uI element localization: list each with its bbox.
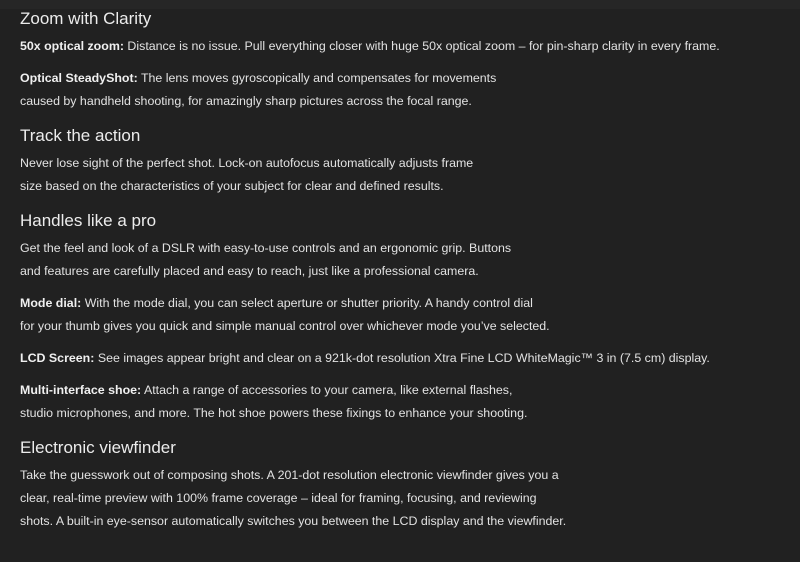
section-heading-viewfinder: Electronic viewfinder xyxy=(20,438,176,457)
paragraph-autofocus xyxy=(20,152,790,198)
paragraph-line: studio microphones, and more. The hot shoe powers these fixings to enhance your shooting. xyxy=(20,406,528,420)
feature-label: Mode dial: xyxy=(20,296,82,310)
paragraph-line: size based on the characteristics of your subject for clear and defined results. xyxy=(20,179,444,193)
section-heading-track: Track the action xyxy=(20,126,141,145)
paragraph-line: for your thumb gives you quick and simple manual control over whichever mode you’ve selected. xyxy=(20,319,550,333)
feature-label: Multi-interface shoe: xyxy=(20,383,142,397)
paragraph-line: clear, real-time preview with 100% frame coverage – ideal for framing, focusing, and reviewing xyxy=(20,491,537,505)
paragraph-dslr-feel xyxy=(20,237,790,283)
feature-label: LCD Screen: xyxy=(20,351,95,365)
paragraph-viewfinder xyxy=(20,464,790,533)
paragraph-mode-dial xyxy=(20,292,790,338)
feature-label: 50x optical zoom: xyxy=(20,39,124,53)
description-content xyxy=(20,8,790,533)
paragraph-line: With the mode dial, you can select aperture or shutter priority. A handy control dial xyxy=(84,296,533,310)
paragraph-line: caused by handheld shooting, for amazingly sharp pictures across the focal range. xyxy=(20,94,472,108)
paragraph-line: Get the feel and look of a DSLR with easy-to-use controls and an ergonomic grip. Buttons xyxy=(20,241,512,255)
paragraph-steadyshot xyxy=(20,67,790,113)
feature-label: Optical SteadyShot: xyxy=(20,71,138,85)
paragraph-multi-interface-shoe xyxy=(20,379,790,425)
paragraph-line: shots. A built-in eye-sensor automatically switches you between the LCD display and the viewfinder. xyxy=(20,514,567,528)
paragraph-optical-zoom xyxy=(20,35,790,58)
paragraph-line: Never lose sight of the perfect shot. Lock-on autofocus automatically adjusts frame xyxy=(20,156,474,170)
paragraph-line: Take the guesswork out of composing shots. A 201-dot resolution electronic viewfinder gives you a xyxy=(20,468,559,482)
section-heading-handles: Handles like a pro xyxy=(20,211,157,230)
paragraph-lcd-screen xyxy=(20,347,790,370)
paragraph-line: Distance is no issue. Pull everything closer with huge 50x optical zoom – for pin-sharp clarity in every frame. xyxy=(127,39,720,53)
paragraph-line: and features are carefully placed and easy to reach, just like a professional camera. xyxy=(20,264,479,278)
paragraph-line: See images appear bright and clear on a 921k-dot resolution Xtra Fine LCD WhiteMagic™ 3 in (7.5 cm) display. xyxy=(97,351,710,365)
section-heading-zoom: Zoom with Clarity xyxy=(20,9,152,28)
paragraph-line: The lens moves gyroscopically and compensates for movements xyxy=(140,71,497,85)
paragraph-line: Attach a range of accessories to your camera, like external flashes, xyxy=(143,383,513,397)
